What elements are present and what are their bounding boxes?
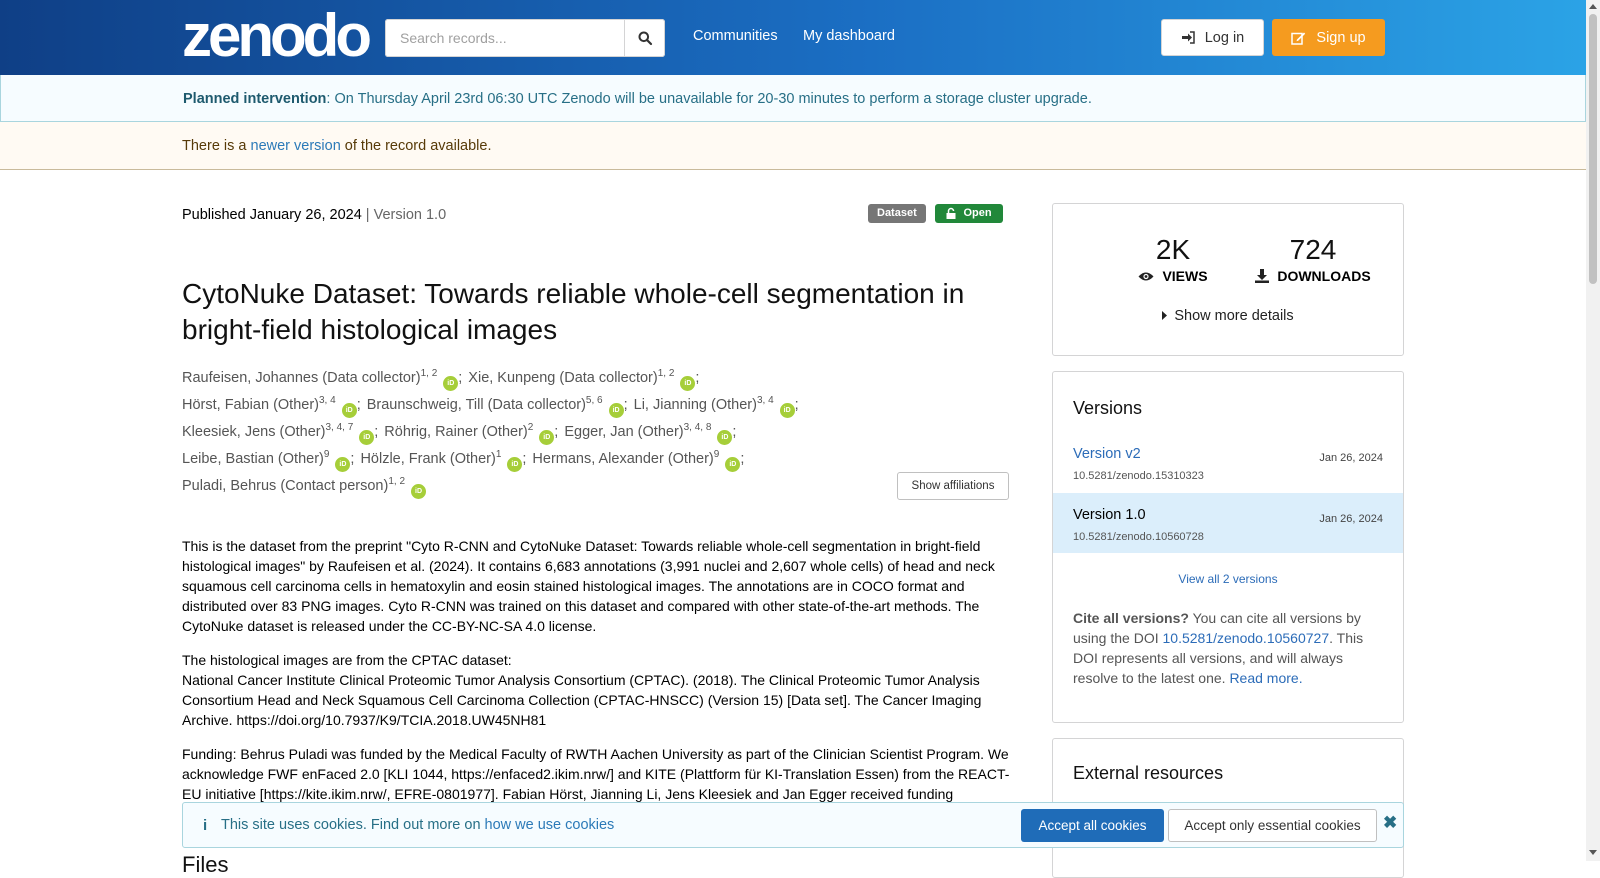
page-scrollbar[interactable] xyxy=(1586,0,1600,861)
creator-separator: ; xyxy=(522,451,527,467)
resource-type-badge: Dataset xyxy=(868,204,926,223)
views-stat xyxy=(1113,234,1233,284)
close-icon[interactable]: ✖ xyxy=(1383,813,1398,832)
record-description xyxy=(182,536,1012,818)
version-doi: 10.5281/zenodo.10560728 xyxy=(1073,531,1204,543)
cookie-banner xyxy=(182,802,1404,848)
intervention-text: : On Thursday April 23rd 06:30 UTC Zenodo will be unavailable for 20-30 minutes to perform a storage cluster upgrade. xyxy=(326,91,1092,107)
show-more-details-toggle[interactable] xyxy=(1053,308,1403,324)
version-date: Jan 26, 2024 xyxy=(1319,513,1383,525)
search-button[interactable] xyxy=(624,19,665,57)
search-input[interactable] xyxy=(385,19,624,57)
view-all-versions-link[interactable]: View all 2 versions xyxy=(1178,572,1278,586)
record-version: | Version 1.0 xyxy=(361,207,447,223)
description-paragraph: This is the dataset from the preprint "Cyto R-CNN and CytoNuke Dataset: Towards reliable whole-cell segmentation in bright-field histological images" by Raufeisen et al. (2024). It contains 6,683 annotations (3,991 nuclei and 2,607 whole cells) of head and neck squamous cell carcinoma cells in hematoxylin and eosin stained histological images. The annotations are in COCO format and distributed over 83 PNG images. Cyto R-CNN was trained on this dataset and compared with other state-of-the-art methods. The CytoNuke dataset is released under the CC-BY-NC-SA 4.0 license. xyxy=(182,538,995,634)
orcid-icon[interactable]: iD xyxy=(717,430,732,445)
creator-name[interactable]: Röhrig, Rainer (Other) xyxy=(384,424,528,440)
downloads-label: DOWNLOADS xyxy=(1277,268,1371,284)
scroll-down-arrow-icon[interactable] xyxy=(1589,850,1597,855)
accept-all-cookies-button[interactable]: Accept all cookies xyxy=(1021,809,1164,842)
description-paragraph: The histological images are from the CPTAC dataset: xyxy=(182,652,512,668)
cookie-policy-link[interactable]: how we use cookies xyxy=(484,817,615,833)
svg-text:zenodo: zenodo xyxy=(182,2,368,69)
access-badge xyxy=(935,204,1003,223)
orcid-icon[interactable]: iD xyxy=(507,457,522,472)
cite-text: . This DOI represents all versions, and will always resolve to the latest one. xyxy=(1073,630,1364,686)
version-date: Jan 26, 2024 xyxy=(1319,452,1383,464)
show-more-label: Show more details xyxy=(1174,308,1294,324)
files-heading: Files xyxy=(182,852,229,877)
creators-row xyxy=(182,414,1012,441)
orcid-icon[interactable]: iD xyxy=(539,430,554,445)
search-bar xyxy=(385,19,665,57)
newer-version-link[interactable]: newer version xyxy=(250,138,341,154)
cite-all-versions xyxy=(1073,608,1385,688)
creator-name[interactable]: Hölzle, Frank (Other) xyxy=(360,451,496,467)
nav-communities[interactable]: Communities xyxy=(693,28,778,44)
creator-name[interactable]: Egger, Jan (Other) xyxy=(564,424,684,440)
access-label: Open xyxy=(963,207,992,219)
scrollbar-thumb[interactable] xyxy=(1589,14,1597,284)
version-doi: 10.5281/zenodo.15310323 xyxy=(1073,470,1204,482)
external-resources-title: External resources xyxy=(1073,763,1224,783)
creator-name[interactable]: Leibe, Bastian (Other) xyxy=(182,451,324,467)
orcid-icon[interactable]: iD xyxy=(609,403,624,418)
version-link[interactable]: Version v2 xyxy=(1073,446,1141,462)
creator-name[interactable]: Li, Jianning (Other) xyxy=(633,397,757,413)
creator-separator: ; xyxy=(554,424,559,440)
creator-separator: ; xyxy=(350,451,355,467)
orcid-icon[interactable]: iD xyxy=(335,457,350,472)
cookie-message xyxy=(221,817,614,833)
concept-doi-link[interactable]: 10.5281/zenodo.10560727 xyxy=(1162,630,1330,646)
signup-button[interactable] xyxy=(1272,19,1385,56)
top-header xyxy=(0,0,1586,75)
creators-row xyxy=(182,441,1012,468)
orcid-icon[interactable]: iD xyxy=(780,403,795,418)
creator-affiliation-index: 3, 4 xyxy=(319,395,336,406)
creator-separator: ; xyxy=(695,370,700,386)
edit-icon xyxy=(1291,31,1306,45)
record-title: CytoNuke Dataset: Towards reliable whole-cell segmentation in bright-field histological images xyxy=(182,278,965,345)
creator-name[interactable]: Hörst, Fabian (Other) xyxy=(182,397,319,413)
versions-title: Versions xyxy=(1073,398,1143,418)
creator-separator: ; xyxy=(740,451,745,467)
login-button[interactable] xyxy=(1161,19,1264,56)
creator-affiliation-index: 9 xyxy=(323,449,330,460)
creator-separator: ; xyxy=(374,424,379,440)
creator-name[interactable]: Xie, Kunpeng (Data collector) xyxy=(468,370,658,386)
creator-affiliation-index: 1 xyxy=(495,449,502,460)
planned-intervention-banner xyxy=(0,75,1586,122)
login-label: Log in xyxy=(1204,29,1245,46)
creator[interactable] xyxy=(532,441,744,473)
zenodo-logo[interactable] xyxy=(182,2,368,69)
orcid-icon[interactable]: iD xyxy=(680,376,695,391)
creator-separator: ; xyxy=(732,424,737,440)
unlock-icon xyxy=(946,208,956,219)
creator-affiliation-index: 3, 4, 8 xyxy=(683,422,712,433)
creator-separator: ; xyxy=(794,397,799,413)
description-paragraph: National Cancer Institute Clinical Proteomic Tumor Analysis Consortium (CPTAC). (2018). The Clinical Proteomic Tumor Analysis Consortium Head and Neck Squamous Cell Carcinoma Collection (CPTAC-HNSCC) (Version 15) [Data set]. The Cancer Imaging Archive. https://doi.org/10.7937/K9/TCIA.2018.UW45NH81 xyxy=(182,672,982,728)
intervention-title: Planned intervention xyxy=(183,91,327,107)
download-icon xyxy=(1255,269,1269,283)
creator-affiliation-index: 1, 2 xyxy=(420,368,438,379)
creator-separator: ; xyxy=(356,397,361,413)
orcid-icon[interactable]: iD xyxy=(342,403,357,418)
creators-row xyxy=(182,387,1012,414)
creator-name[interactable]: Kleesiek, Jens (Other) xyxy=(182,424,326,440)
creator-name[interactable]: Hermans, Alexander (Other) xyxy=(532,451,714,467)
published-date: Published January 26, 2024 xyxy=(182,207,362,223)
description-paragraph: Funding: Behrus Puladi was funded by the Medical Faculty of RWTH Aachen University as part of the Clinician Scientist Program. We acknowledge FWF enFaced 2.0 [KLI 1044, https://enfaced2.ikim.nrw/] and KITE (Plattform für KI-Translation Essen) from the REACT-EU initiative [https://kite.ikim.nrw/, EFRE-0801977]. Fabian Hörst, Jianning Li, Jens Kleesiek and Jan Egger received funding xyxy=(182,746,1010,802)
scroll-up-arrow-icon[interactable] xyxy=(1589,4,1597,9)
cite-text: You can cite all versions by using the DOI xyxy=(1073,610,1361,646)
orcid-icon[interactable]: iD xyxy=(359,430,374,445)
show-affiliations-button[interactable]: Show affiliations xyxy=(897,472,1009,500)
cite-title: Cite all versions? xyxy=(1073,610,1189,626)
newer-prefix: There is a xyxy=(182,138,251,154)
downloads-count: 724 xyxy=(1289,234,1337,265)
signup-label: Sign up xyxy=(1316,29,1366,46)
creator-affiliation-index: 1, 2 xyxy=(657,368,675,379)
creator-affiliation-index: 3, 4, 7 xyxy=(325,422,354,433)
version-item[interactable] xyxy=(1053,432,1403,492)
creator-separator: ; xyxy=(623,397,628,413)
creators-list xyxy=(182,360,1012,495)
eye-icon xyxy=(1138,271,1154,282)
versions-card xyxy=(1052,371,1404,723)
sign-in-icon xyxy=(1181,31,1195,44)
views-label: VIEWS xyxy=(1162,268,1208,284)
creator-name[interactable]: Puladi, Behrus (Contact person) xyxy=(182,478,389,494)
creator[interactable] xyxy=(182,468,426,500)
search-icon xyxy=(638,31,652,45)
newer-version-banner xyxy=(0,122,1586,170)
cookie-text: This site uses cookies. Find out more on xyxy=(221,817,485,833)
newer-suffix: of the record available. xyxy=(340,138,492,154)
creator-affiliation-index: 1, 2 xyxy=(388,476,406,487)
orcid-icon[interactable]: iD xyxy=(443,376,458,391)
orcid-icon[interactable]: iD xyxy=(725,457,740,472)
info-icon: i xyxy=(203,817,208,834)
creator-affiliation-index: 9 xyxy=(713,449,720,460)
version-name: Version 1.0 xyxy=(1073,507,1146,523)
creator-name[interactable]: Braunschweig, Till (Data collector) xyxy=(366,397,586,413)
nav-my-dashboard[interactable]: My dashboard xyxy=(803,28,895,44)
creator-name[interactable]: Raufeisen, Johannes (Data collector) xyxy=(182,370,421,386)
read-more-link[interactable]: Read more. xyxy=(1229,670,1303,686)
accept-essential-cookies-button[interactable]: Accept only essential cookies xyxy=(1168,809,1377,842)
version-item-active[interactable] xyxy=(1053,493,1403,553)
stats-card xyxy=(1052,203,1404,356)
downloads-stat xyxy=(1243,234,1383,284)
creator-separator: ; xyxy=(458,370,463,386)
creator-affiliation-index: 5, 6 xyxy=(585,395,603,406)
creators-row xyxy=(182,360,1012,387)
creator-affiliation-index: 2 xyxy=(527,422,534,433)
orcid-icon[interactable]: iD xyxy=(411,484,426,499)
caret-right-icon xyxy=(1162,311,1168,320)
publication-info xyxy=(182,207,446,223)
creator-affiliation-index: 3, 4 xyxy=(756,395,774,406)
views-count: 2K xyxy=(1155,234,1191,265)
